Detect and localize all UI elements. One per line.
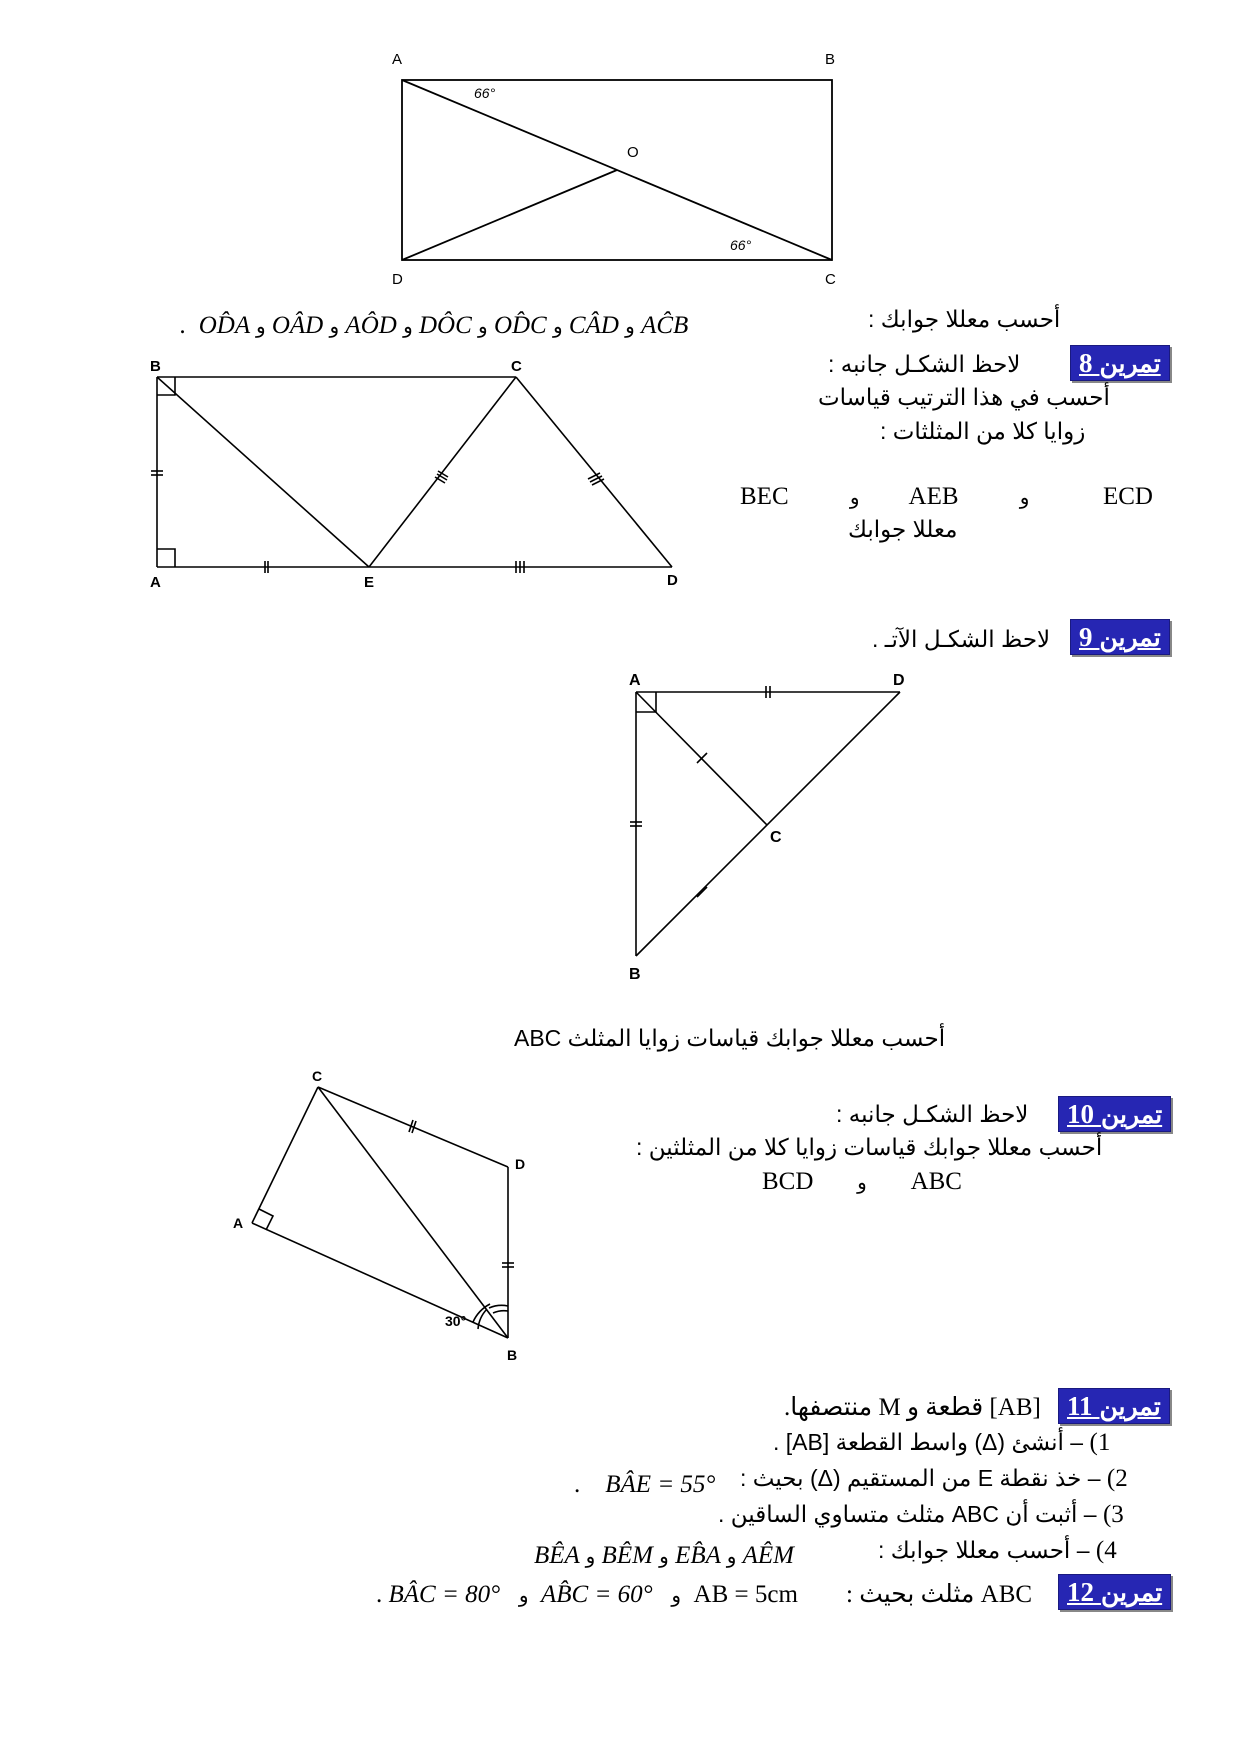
angle-aem: AÊM xyxy=(742,1542,795,1569)
sep: و xyxy=(518,1585,529,1607)
sep: و xyxy=(1019,487,1030,509)
sep: و xyxy=(726,1546,737,1568)
badge-number: 8 xyxy=(1079,348,1093,378)
ex8-line1: لاحظ الشكـل جانبه : xyxy=(828,351,1021,377)
label-b: B xyxy=(825,51,836,68)
sep: و xyxy=(849,487,860,509)
angle-oad: OÂD xyxy=(271,312,324,339)
angle-cad: CÂD xyxy=(568,312,619,339)
triangle-aeb: AEB xyxy=(908,483,959,510)
item-number: 3) xyxy=(1102,1501,1124,1528)
badge-word: تمرين xyxy=(1100,1579,1163,1607)
ex9-question: أحسب معللا جوابك قياسات زوايا المثلث ABC xyxy=(514,1025,946,1051)
label-c: C xyxy=(825,271,836,288)
label-d: D xyxy=(392,271,403,288)
triangle-bcd: BCD xyxy=(762,1168,814,1195)
ex11-item4 xyxy=(878,1536,1117,1566)
item-text: – أحسب معللا جوابك : xyxy=(878,1537,1090,1563)
ex11-item2-math xyxy=(574,1470,715,1500)
segment-ab xyxy=(252,1223,508,1338)
label-o: O xyxy=(627,144,639,161)
ex11-item1 xyxy=(773,1428,1110,1458)
angle-label-top: 66° xyxy=(474,85,496,101)
ex10-badge xyxy=(1058,1096,1171,1132)
badge-word: تمرين xyxy=(1099,350,1161,378)
badge-word: تمرين xyxy=(1100,1101,1163,1129)
item-text: – أثبت أن ABC مثلث متساوي الساقين . xyxy=(718,1501,1097,1527)
label-b: B xyxy=(629,966,641,983)
label-a: A xyxy=(233,1215,244,1231)
angle-bae-55: BÂE = 55° xyxy=(605,1471,716,1498)
item-text: – أنشئ (Δ) واسط القطعة [AB] . xyxy=(773,1429,1084,1455)
angle-bea: BÊA xyxy=(534,1542,580,1569)
angle-acb: AĈB xyxy=(641,312,689,339)
label-c: C xyxy=(511,358,522,375)
segment-cd xyxy=(318,1087,508,1167)
angle-abc-60: AB̂C = 60° xyxy=(541,1581,653,1608)
segment-ca xyxy=(252,1087,318,1223)
angle-eba: EB̂A xyxy=(675,1542,721,1569)
ex11-item3 xyxy=(718,1500,1124,1530)
label-d: D xyxy=(667,572,678,589)
ex12-badge xyxy=(1058,1574,1171,1610)
sep: و xyxy=(478,316,488,338)
label-a: A xyxy=(629,672,641,689)
sep: و xyxy=(329,316,340,338)
figure-ex8 xyxy=(140,355,700,595)
label-e: E xyxy=(364,574,375,591)
label-b: B xyxy=(507,1347,518,1363)
angle-bac-80: BÂC = 80° xyxy=(388,1581,501,1608)
sep: و xyxy=(671,1585,682,1607)
item2-end: . xyxy=(574,1471,581,1498)
badge-word: تمرين xyxy=(1099,624,1161,652)
figure-ex9 xyxy=(620,665,920,985)
ex7-end-period: . xyxy=(180,312,187,339)
segment-do xyxy=(402,170,617,260)
item-number: 4) xyxy=(1095,1537,1117,1564)
ex11-item4-angles xyxy=(534,1541,794,1571)
angle-bem: BÊM xyxy=(601,1542,653,1569)
ex8-line5: معللا جوابك xyxy=(848,516,958,542)
figure-rectangle-abcd xyxy=(380,40,860,300)
ex10-line2: أحسب معللا جوابك قياسات زوايا كلا من المثلثين : xyxy=(636,1134,1103,1160)
ex7-instruction: أحسب معللا جوابك : xyxy=(868,306,1061,332)
ex9-badge xyxy=(1070,619,1170,655)
ex12-text: ABC مثلث بحيث : xyxy=(846,1581,1033,1608)
angle-doc: DÔC xyxy=(418,312,472,339)
sep: و xyxy=(659,1546,669,1568)
ex11-badge xyxy=(1058,1388,1170,1424)
figure-ex10 xyxy=(225,1070,545,1380)
badge-word: تمرين xyxy=(1099,1393,1161,1421)
label-d: D xyxy=(893,672,905,689)
segment-ec xyxy=(369,377,516,567)
item-text: – خذ نقطة E من المستقيم (Δ) بحيث : xyxy=(740,1465,1101,1491)
badge-number: 11 xyxy=(1067,1391,1093,1421)
label-d: D xyxy=(515,1156,526,1172)
label-a: A xyxy=(392,51,403,68)
badge-number: 12 xyxy=(1067,1577,1094,1607)
ex10-line1: لاحظ الشكـل جانبه : xyxy=(836,1101,1029,1127)
sep: و xyxy=(255,316,266,338)
angle-odc: OD̂C xyxy=(493,312,547,339)
ex12-conditions xyxy=(376,1580,798,1610)
sep: و xyxy=(403,316,413,338)
triangle-bec: BEC xyxy=(740,483,789,510)
sep: و xyxy=(553,316,563,338)
ex8-triangle-list xyxy=(740,482,1153,512)
angle-oda: OD̂A xyxy=(198,312,250,339)
segment-be xyxy=(157,377,369,567)
ex8-badge xyxy=(1070,345,1170,381)
label-c: C xyxy=(312,1068,323,1084)
badge-number: 10 xyxy=(1067,1099,1094,1129)
label-c: C xyxy=(770,829,782,846)
ex11-item2 xyxy=(740,1464,1128,1494)
sep: و xyxy=(585,1546,596,1568)
ex9-text: لاحظ الشكـل الآتـ . xyxy=(872,626,1051,652)
right-angle-a xyxy=(157,549,175,567)
label-a: A xyxy=(150,574,161,591)
angle-aod: AÔD xyxy=(345,312,397,339)
ex12-end: . xyxy=(376,1581,383,1608)
ex8-line3: زوايا كلا من المثلثات : xyxy=(880,418,1086,444)
angle-label-30: 30° xyxy=(445,1313,467,1329)
badge-number: 9 xyxy=(1079,622,1093,652)
label-b: B xyxy=(150,358,161,375)
item-number: 1) xyxy=(1089,1429,1111,1456)
angle-label-bottom: 66° xyxy=(730,237,752,253)
triangle-ecd: ECD xyxy=(1102,483,1153,510)
length-ab: AB = 5cm xyxy=(693,1581,798,1608)
ex10-triangle-list xyxy=(762,1167,962,1197)
ex8-line2: أحسب في هذا الترتيب قياسات xyxy=(818,384,1110,410)
item-number: 2) xyxy=(1106,1465,1128,1492)
triangle-abc: ABC xyxy=(910,1168,962,1195)
segment-cd xyxy=(516,377,672,567)
sep: و xyxy=(625,316,635,338)
ex11-line0: [AB] قطعة و M منتصفها. xyxy=(784,1394,1041,1421)
sep: و xyxy=(857,1172,867,1194)
segment-cb xyxy=(318,1087,508,1338)
ex7-angle-list xyxy=(180,311,688,341)
